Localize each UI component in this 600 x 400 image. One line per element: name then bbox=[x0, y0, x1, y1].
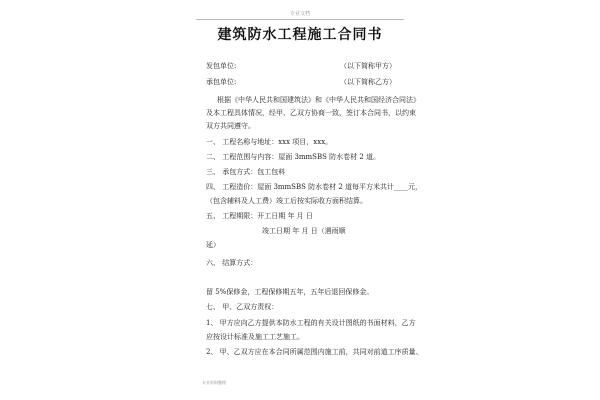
retention-clause: 留 5%保修金，工程保修期五年，五年后退回保修金。 bbox=[206, 288, 374, 296]
intro-line-3: 双方共同遵守。 bbox=[206, 122, 255, 130]
party-b-label: 承包单位: bbox=[206, 78, 237, 86]
responsibility-1-line-2: 应按设计标准及施工工艺施工。 bbox=[206, 333, 304, 341]
clause-1: 一、 工程名称与地址：xxx 项目，xxx。 bbox=[206, 138, 333, 146]
party-a-note: （以下简称甲方） bbox=[340, 62, 396, 70]
responsibility-1-line-1: 1、 甲方应向乙方提供本防水工程的有关设计图纸的书面材料，乙方 bbox=[206, 319, 416, 327]
clause-7: 七、 甲、乙双方责权： bbox=[206, 303, 279, 311]
clause-4-line-1: 四、 工程造价：屋面 3mmSBS 防水卷材 2 道每平方米共计____元， bbox=[206, 183, 423, 191]
party-b-note: （以下简称乙方） bbox=[340, 78, 396, 86]
clause-2: 二、 工程范围与内容：屋面 3mmSBS 防水卷材 2 道。 bbox=[206, 153, 381, 161]
header-divider bbox=[196, 19, 404, 20]
clause-3: 三、 承包方式：包工包料 bbox=[206, 168, 286, 176]
intro-line-1: 根据《中华人民共和国建筑法》和《中华人民共和国经济合同法》 bbox=[217, 96, 420, 104]
page-footer: 专业资料整理 bbox=[202, 380, 226, 385]
clause-4-line-2: （包含辅料及人工费）竣工后按实际收方面积结算。 bbox=[206, 197, 367, 205]
clause-5-line-1: 五、 工程期限：开工日期 年 月 日 bbox=[206, 212, 313, 220]
responsibility-2-line-1: 2、 甲、乙双方应在本合同所属范围内施工前，共同对前道工序质量、 bbox=[206, 348, 423, 356]
document-title: 建筑防水工程施工合同书 bbox=[217, 27, 383, 43]
clause-6: 六、 结算方式： bbox=[206, 259, 258, 267]
clause-5-line-2: 竣工日期 年 月 日（遇雨顺 bbox=[262, 227, 346, 235]
page-header: 专业文档 bbox=[289, 11, 310, 17]
party-a-label: 发包单位: bbox=[206, 62, 237, 70]
clause-5-line-3: 延） bbox=[206, 241, 220, 249]
intro-line-2: 及本工程具体情况，经甲、乙双方协商一致，签订本合同书，以约束 bbox=[206, 109, 416, 117]
